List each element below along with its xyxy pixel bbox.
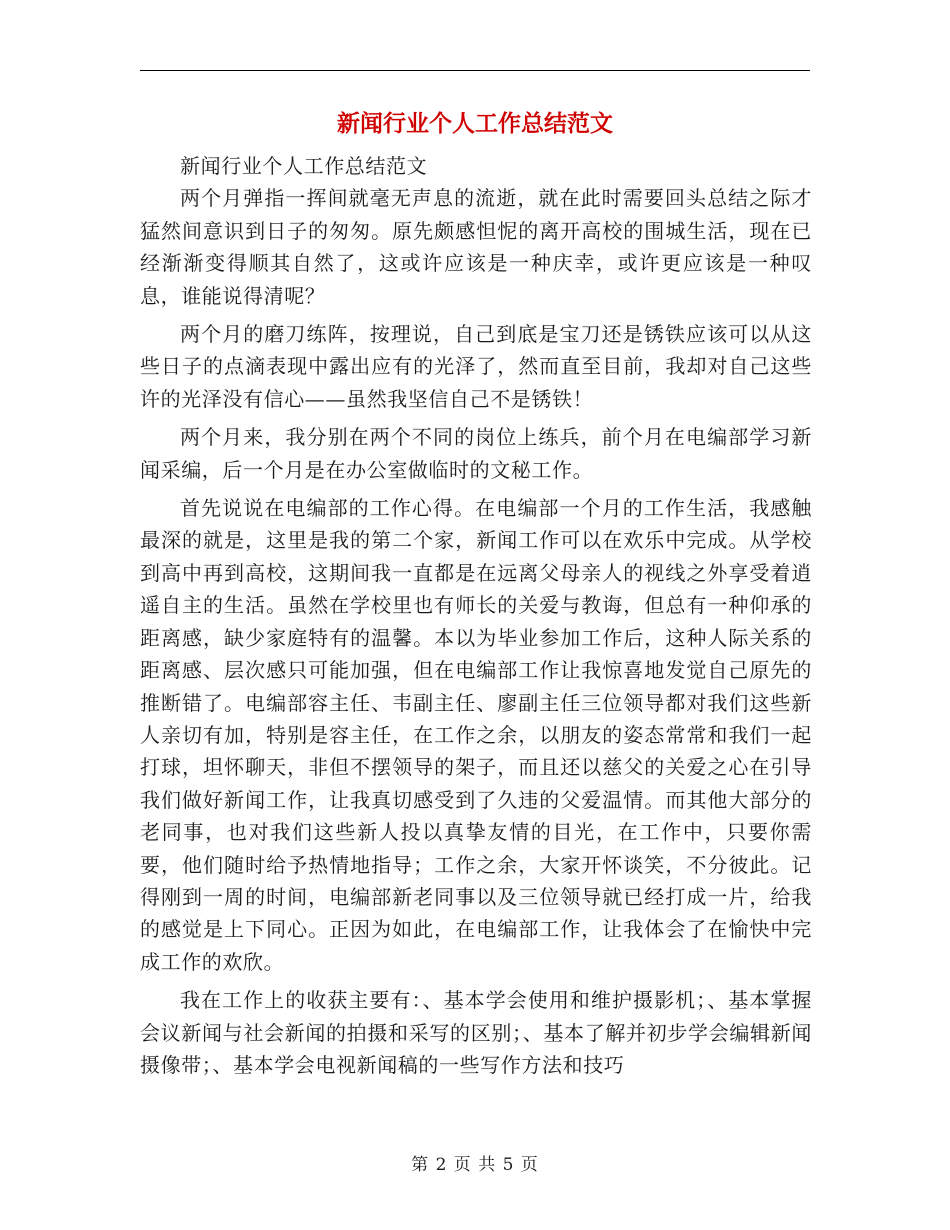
paragraph: 两个月弹指一挥间就毫无声息的流逝，就在此时需要回头总结之际才猛然间意识到日子的匆匆。原先颇感怛怩的离开高校的围城生活，现在已经渐渐变得顺其自然了，这或许应该是一种庆幸，或许更应该是一种叹息，谁能说得清呢？ bbox=[140, 186, 812, 308]
paragraph-subtitle: 新闻行业个人工作总结范文 bbox=[180, 154, 428, 178]
paragraph: 首先说说在电编部的工作心得。在电编部一个月的工作生活，我感触最深的就是，这里是我的第二个家，新闻工作可以在欢乐中完成。从学校到高中再到高校，这期间我一直都是在远离父母亲人的视线之外享受着逍遥自主的生活。虽然在学校里也有师长的关爱与教诲，但总有一种仰承的距离感，缺少家庭特有的温馨。本以为毕业参加工作后，这种人际关系的距离感、层次感只可能加强，但在电编部工作让我惊喜地发觉自己原先的推断错了。电编部容主任、韦副主任、廖副主任三位领导都对我们这些新人亲切有加，特别是容主任，在工作之余，以朋友的姿态常常和我们一起打球，坦怀聊天，非但不摆领导的架子，而且还以慈父的关爱之心在引导我们做好新闻工作，让我真切感受到了久违的父爱温情。而其他大部分的老同事，也对我们这些新人投以真挚友情的目光，在工作中，只要你需要，他们随时给予热情地指导；工作之余，大家开怀谈笑，不分彼此。记得刚到一周的时间，电编部新老同事以及三位领导就已经打成一片，给我的感觉是上下同心。正因为如此，在电编部工作，让我体会了在愉快中完成工作的欢欣。 bbox=[140, 496, 812, 974]
page-number-footer: 第 2 页 共 5 页 bbox=[411, 1155, 539, 1175]
paragraph: 我在工作上的收获主要有：、基本学会使用和维护摄影机；、基本掌握会议新闻与社会新闻的拍摄和采写的区别；、基本了解并初步学会编辑新闻摄像带；、基本学会电视新闻稿的一些写作方法和技巧 bbox=[140, 988, 812, 1077]
paragraph: 两个月的磨刀练阵，按理说，自己到底是宝刀还是锈铁应该可以从这些日子的点滴表现中露出应有的光泽了，然而直至目前，我却对自己这些许的光泽没有信心——虽然我坚信自己不是锈铁！ bbox=[140, 322, 812, 411]
document-body bbox=[140, 150, 812, 1081]
paragraph: 两个月来，我分别在两个不同的岗位上练兵，前个月在电编部学习新闻采编，后一个月是在办公室做临时的文秘工作。 bbox=[140, 425, 812, 482]
document-title: 新闻行业个人工作总结范文 bbox=[337, 110, 613, 137]
header-rule bbox=[140, 70, 810, 71]
